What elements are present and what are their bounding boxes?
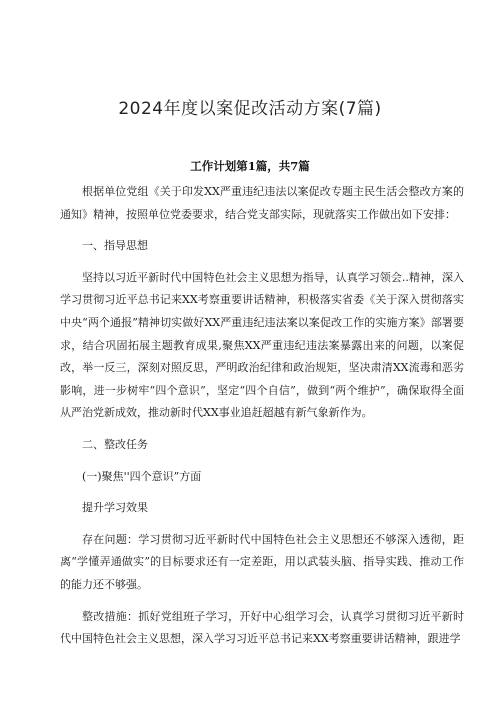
existing-problems-paragraph: 存在问题：学习贯彻习近平新时代中国特色社会主义思想还不够深入透彻，距离“学懂弄通做实”的目标要求还有一定差距，用以武装头脑、指导实践、推动工作的能力还不够强。 xyxy=(60,532,464,591)
guiding-thought-paragraph: 坚持以习近平新时代中国特色社会主义思想为指导，认真学习领会..精神，深入学习贯彻习近平总书记来XX考察重要讲话精神，积极落实省委《关于深入贯彻落实中央“两个通报”精神切实做好XX严重违纪违法案以案促改工作的实施方案》部署要求，结合巩固拓展主题教育成果,聚焦XX严重违纪违法案暴露出来的问题，以案促改，举一反三，深刻对照反思，严明政治纪律和政治规矩，坚决肃清XX流毒和恶劣影响，进一步树牢“四个意识”，坚定“四个自信”，做到“两个维护”，确保取得全面从严治党新成效，推动新时代XX事业追赶超越有新气象新作为。 xyxy=(60,270,464,420)
subsection-heading-improve-learning: 提升学习效果 xyxy=(82,501,148,515)
document-subtitle: 工作计划第1篇，共7篇 xyxy=(190,159,310,173)
document-title: 2024年度以案促改活动方案(7篇) xyxy=(118,99,382,119)
rectification-measures-paragraph: 整改措施：抓好党组班子学习，开好中心组学习会，认真学习贯彻习近平新时代中国特色社会主义思想，深入学习习近平总书记来XX考察重要讲话精神，跟进学 xyxy=(60,609,464,646)
intro-paragraph: 根据单位党组《关于印发XX严重违纪违法以案促改专题主民生活会整改方案的通知》精神，按照单位党委要求，结合党支部实际，现就落实工作做出如下安排： xyxy=(60,185,464,221)
section-heading-guiding-thought: 一、指导思想 xyxy=(82,239,148,253)
section-heading-rectification-tasks: 二、整改任务 xyxy=(82,437,148,451)
document-body xyxy=(60,181,464,660)
subsection-heading-four-consciousness: (一)聚焦''四个意识”方面 xyxy=(82,469,202,483)
